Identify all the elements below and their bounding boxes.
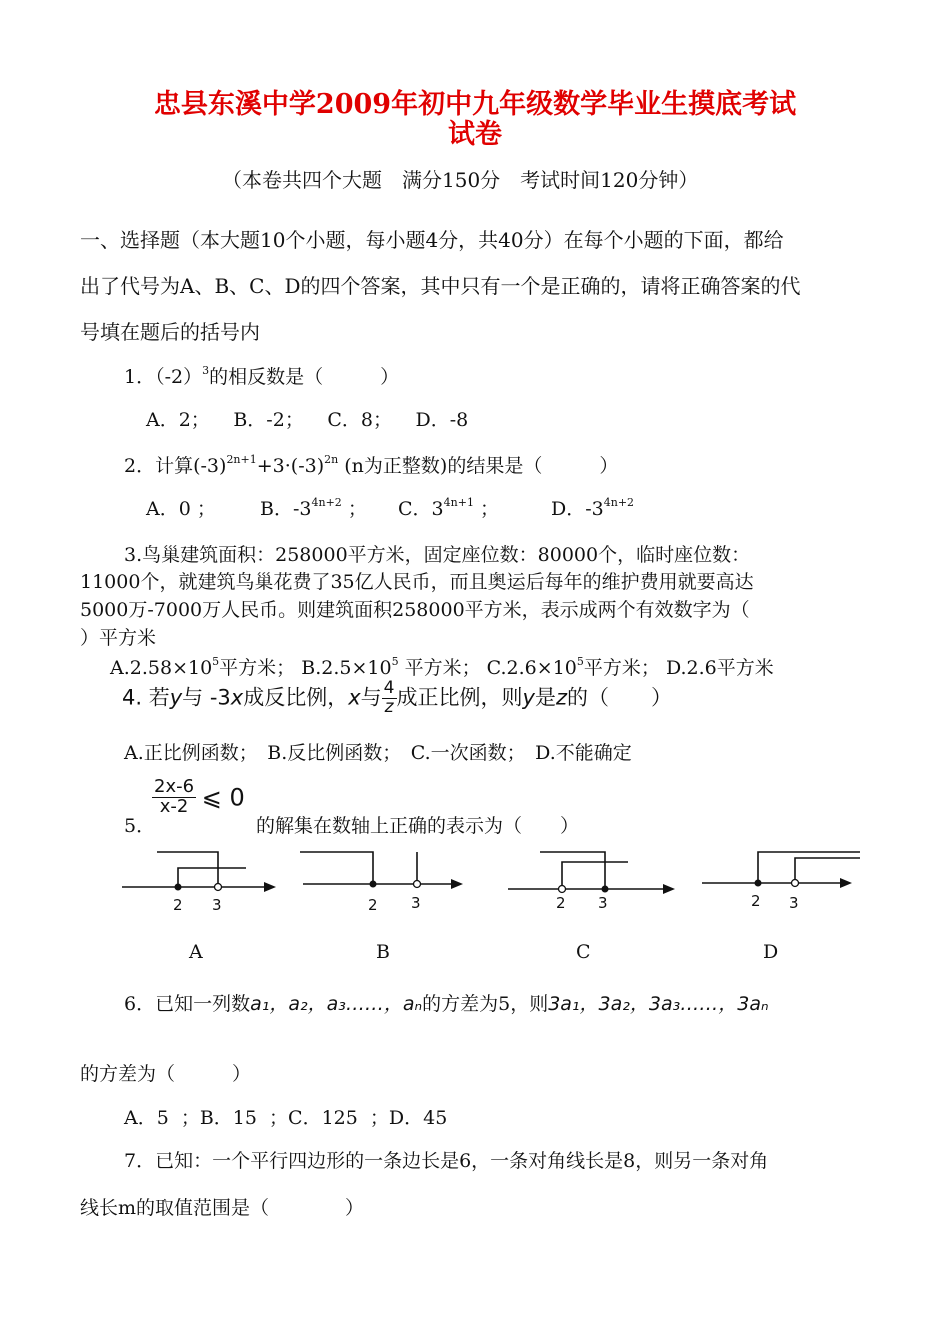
q1-exponent: 3 xyxy=(202,364,210,377)
point-2 xyxy=(559,886,566,893)
q2-option-c xyxy=(398,494,499,521)
q7-line1: 7．已知：一个平行四边形的一条边长是6，一条对角线长是8，则另一条对角 xyxy=(124,1150,769,1172)
q4-text-4: 与 xyxy=(360,685,382,710)
axis-arrow xyxy=(264,882,276,892)
q4-text-2: 与 -3 xyxy=(182,685,231,710)
q4-number: 4. xyxy=(122,685,143,710)
graph-label-b: B xyxy=(376,941,390,963)
tick-label-2: 2 xyxy=(173,896,183,914)
q2-option-d-exp: 4n+2 xyxy=(603,496,635,509)
number-line-a xyxy=(122,852,276,914)
q2-stem-post: (n为正整数)的结果是（ ） xyxy=(338,455,619,477)
q4-fraction xyxy=(382,680,397,717)
q6-scaled-sequence: 3a₁，3a₂，3a₃……，3aₙ xyxy=(548,993,769,1015)
graph-label-c: C xyxy=(576,941,591,963)
q5-fraction-denominator: x-2 xyxy=(159,795,189,817)
q2-option-d xyxy=(551,494,634,521)
section1-intro-line3: 号填在题后的括号内 xyxy=(80,320,260,344)
q6-sequence: a₁，a₂，a₃……，aₙ xyxy=(250,993,423,1015)
solution-bracket xyxy=(758,852,860,883)
q2-option-c-post: ； xyxy=(473,498,499,520)
q6-stem-mid: 的方差为5，则 xyxy=(422,993,549,1015)
tick-label-2: 2 xyxy=(556,894,566,912)
exam-subtitle: （本卷共四个大题 满分150分 考试时间120分钟） xyxy=(222,168,699,192)
solution-bracket xyxy=(562,862,628,889)
q3-option-a-post: 平方米； xyxy=(219,657,296,679)
q4-text-6: 是 xyxy=(534,685,556,710)
q2-exponent1: 2n+1 xyxy=(226,453,257,466)
point-3 xyxy=(215,884,222,891)
q3-options xyxy=(110,653,774,680)
point-3 xyxy=(792,880,799,887)
q3-option-b-post: 平方米； xyxy=(398,657,481,679)
q1-stem xyxy=(124,362,399,389)
axis-arrow xyxy=(840,878,852,888)
exam-title-line2: 试卷 xyxy=(448,119,502,150)
q6-line2: 的方差为（ ） xyxy=(80,1063,252,1085)
q5-fraction-numerator: 2x-6 xyxy=(154,776,195,797)
q5-relation: ⩽ 0 xyxy=(201,783,245,812)
q6-stem-pre: 6．已知一列数 xyxy=(124,993,251,1015)
solution-bracket xyxy=(300,852,373,884)
q4-text-1: 若 xyxy=(148,685,170,710)
q3-line4: ）平方米 xyxy=(80,627,157,649)
axis-arrow xyxy=(451,879,463,889)
q5-stem: 的解集在数轴上正确的表示为（ ） xyxy=(256,815,580,837)
q5-number-lines xyxy=(0,840,950,930)
section1-intro-line2: 出了代号为A、B、C、D的四个答案，其中只有一个是正确的，请将正确答案的代 xyxy=(80,274,801,298)
q4-stem xyxy=(122,680,672,717)
q6-options: A．5 ；B．15 ；C．125 ；D．45 xyxy=(124,1107,448,1129)
graph-label-a: A xyxy=(189,941,203,963)
q4-var-x: x xyxy=(230,685,244,710)
q2-option-c-pre: C．3 xyxy=(398,498,444,520)
solution-bracket xyxy=(540,852,605,889)
q3-line2: 11000个，就建筑鸟巢花费了35亿人民币，而且奥运后每年的维护费用就要高达 xyxy=(80,571,754,593)
q1-options: A．2； B．-2； C．8； D．-8 xyxy=(146,409,469,431)
solution-bracket xyxy=(795,858,860,883)
q2-option-b-exp: 4n+2 xyxy=(311,496,342,509)
point-2 xyxy=(755,880,762,887)
tick-label-2: 2 xyxy=(368,896,378,914)
q4-fraction-denominator: z xyxy=(384,696,394,717)
q3-option-b-exp: 5 xyxy=(391,655,399,668)
q6-stem xyxy=(124,989,769,1016)
point-2 xyxy=(370,881,377,888)
solution-bracket xyxy=(178,868,246,887)
q4-options: A.正比例函数； B.反比例函数； C.一次函数； D.不能确定 xyxy=(124,742,632,764)
number-line-c xyxy=(508,852,675,912)
tick-label-3: 3 xyxy=(789,894,799,912)
number-line-d xyxy=(702,852,860,912)
q3-line1: 3.鸟巢建筑面积：258000平方米，固定座位数：80000个，临时座位数： xyxy=(124,544,751,566)
solution-bracket xyxy=(157,852,218,887)
q4-var-x2: x xyxy=(348,685,361,710)
q2-stem-mid: +3·(-3) xyxy=(256,455,325,477)
q3-option-c-post: 平方米； xyxy=(583,657,660,679)
q4-text-3: 成反比例， xyxy=(243,685,349,710)
q5-inequality xyxy=(152,778,245,817)
q5-stem-pre: 5． xyxy=(124,815,156,837)
q2-stem-pre: 2．计算(-3) xyxy=(124,455,227,477)
point-3 xyxy=(414,881,421,888)
q3-option-c-exp: 5 xyxy=(576,655,584,668)
q2-option-b xyxy=(260,494,367,521)
q3-option-a-pre: A.2.58×10 xyxy=(110,657,213,679)
q4-text-7: 的（ ） xyxy=(566,685,672,710)
q1-stem-pre: 1．（-2） xyxy=(124,366,203,388)
exam-title-line1: 忠县东溪中学2009年初中九年级数学毕业生摸底考试 xyxy=(153,89,797,120)
q2-option-b-post: ； xyxy=(341,498,367,520)
q4-fraction-numerator: 4 xyxy=(383,678,395,698)
axis-arrow xyxy=(663,884,675,894)
point-3 xyxy=(602,886,609,893)
q1-stem-post: 的相反数是（ ） xyxy=(209,366,400,388)
point-2 xyxy=(175,884,182,891)
q3-option-c-pre: C.2.6×10 xyxy=(486,657,577,679)
tick-label-3: 3 xyxy=(411,894,421,912)
q3-option-d: D.2.6平方米 xyxy=(665,657,774,679)
tick-label-2: 2 xyxy=(751,892,761,910)
number-line-b xyxy=(300,852,463,914)
q4-var-z: z xyxy=(555,685,567,710)
q4-text-5: 成正比例，则 xyxy=(396,685,523,710)
q3-option-a-exp: 5 xyxy=(212,655,220,668)
q3-option-b-pre: B.2.5×10 xyxy=(301,657,392,679)
graph-label-d: D xyxy=(763,941,779,963)
q2-stem xyxy=(124,451,618,478)
section1-intro-line1: 一、选择题（本大题10个小题，每小题4分，共40分）在每个小题的下面，都给 xyxy=(80,228,784,252)
q2-exponent2: 2n xyxy=(324,453,339,466)
q5-fraction xyxy=(152,778,196,817)
q2-option-a: A．0 ； xyxy=(146,498,216,520)
tick-label-3: 3 xyxy=(212,896,222,914)
q2-option-c-exp: 4n+1 xyxy=(443,496,474,509)
q3-line3: 5000万-7000万人民币。则建筑面积258000平方米，表示成两个有效数字为（ xyxy=(80,599,750,621)
q4-var-y2: y xyxy=(522,685,535,710)
tick-label-3: 3 xyxy=(598,894,608,912)
q2-option-b-pre: B．-3 xyxy=(260,498,312,520)
q7-line2: 线长m的取值范围是（ ） xyxy=(80,1197,365,1219)
q4-var-y: y xyxy=(169,685,183,710)
q2-option-d-pre: D．-3 xyxy=(551,498,604,520)
